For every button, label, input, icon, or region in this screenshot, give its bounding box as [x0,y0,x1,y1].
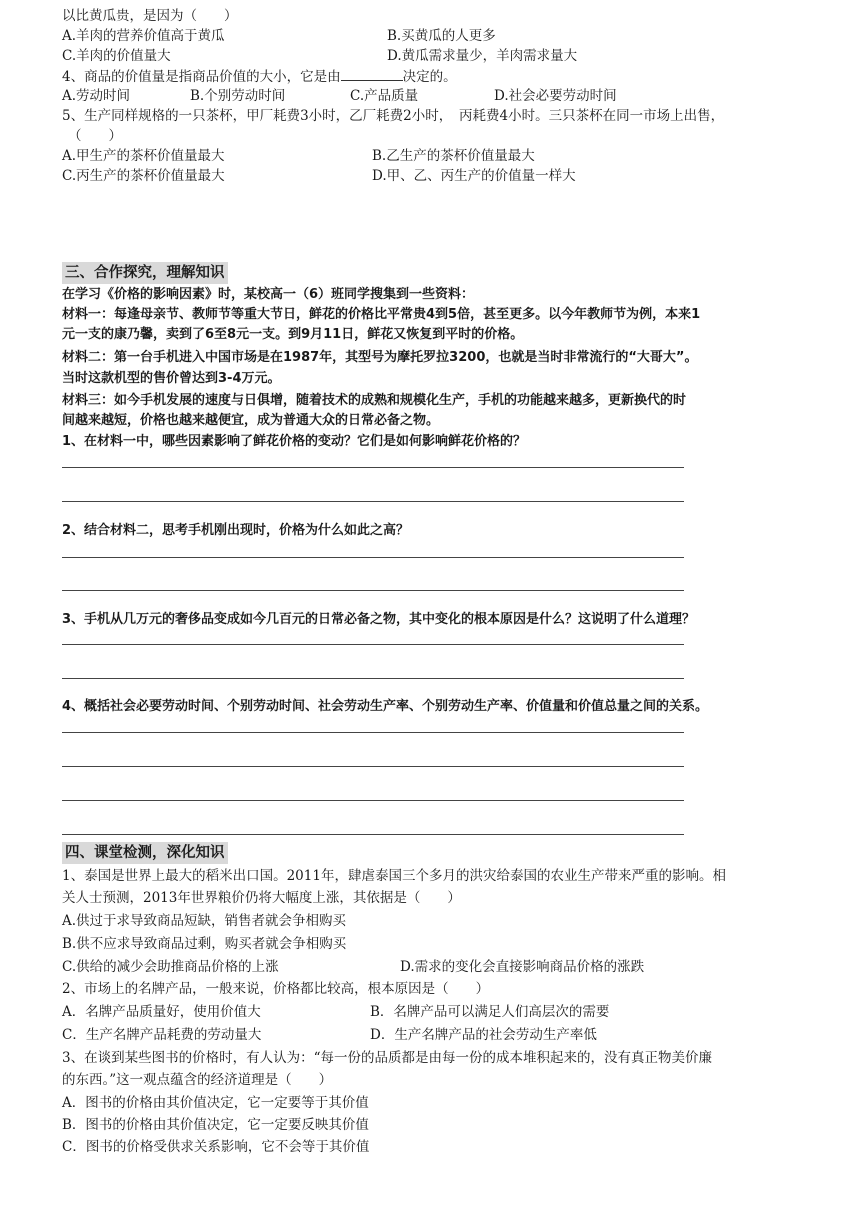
material2-line2: 当时这款机型的售价曾达到3-4万元。 [62,371,281,386]
q4-option-d: D.社会必要劳动时间 [494,88,617,104]
answer-line[interactable] [62,766,684,767]
test-q3-option-c: C．图书的价格受供求关系影响，它不会等于其价值 [62,1139,370,1155]
answer-line[interactable] [62,678,684,679]
q5-option-c: C.丙生产的茶杯价值量最大 [62,168,225,184]
test-q2-option-d: D．生产名牌产品的社会劳动生产率低 [370,1027,597,1043]
q4-stem [62,66,457,87]
test-q2-option-b: B．名牌产品可以满足人们高层次的需要 [370,1004,610,1020]
test-q3-option-a: A．图书的价格由其价值决定，它一定要等于其价值 [62,1095,369,1111]
q4-fill-blank [341,66,403,81]
q5-stem: 5、生产同样规格的一只茶杯，甲厂耗费3小时，乙厂耗费2小时， 丙耗费4小时。三只茶杯在同一市场上出售， [62,108,725,124]
test-q2-option-a: A．名牌产品质量好，使用价值大 [62,1004,261,1020]
answer-line[interactable] [62,644,684,645]
test-q2-option-c: C．生产名牌产品耗费的劳动量大 [62,1027,262,1043]
test-q3-line2: 的东西。”这一观点蕴含的经济道理是（ ） [62,1072,333,1088]
test-q1-line1: 1、泰国是世界上最大的稻米出口国。2011年，肆虐泰国三个多月的洪灾给泰国的农业生产带来严重的影响。相 [62,868,726,884]
section3-intro: 在学习《价格的影响因素》时，某校高一（6）班同学搜集到一些资料： [62,287,475,302]
answer-line[interactable] [62,501,684,502]
q5-option-d: D.甲、乙、丙生产的价值量一样大 [372,168,576,184]
test-q3-line1: 3、在谈到某些图书的价格时，有人认为：“每一份的品质都是由每一份的成本堆积起来的，没有真正物美价廉 [62,1050,712,1066]
test-q1-option-d: D.需求的变化会直接影响商品价格的涨跌 [400,959,645,975]
section4-heading: 四、课堂检测，深化知识 [62,842,228,864]
test-q1-option-b: B.供不应求导致商品过剩，购买者就会争相购买 [62,936,347,952]
answer-line[interactable] [62,834,684,835]
material1-line1: 材料一：每逢母亲节、教师节等重大节日，鲜花的价格比平常贵4到5倍，甚至更多。以今年教师节为例，本来1 [62,307,701,322]
q3-option-d: D.黄瓜需求量少，羊肉需求量大 [387,48,578,64]
answer-line[interactable] [62,557,684,558]
test-q3-option-b: B．图书的价格由其价值决定，它一定要反映其价值 [62,1117,369,1133]
answer-line[interactable] [62,800,684,801]
q3-option-c: C.羊肉的价值量大 [62,48,171,64]
q4-option-a: A.劳动时间 [62,88,131,104]
explore-question-2: 2、结合材料二，思考手机刚出现时，价格为什么如此之高？ [62,523,410,538]
q3-continuation: 以比黄瓜贵，是因为（ ） [62,8,238,24]
q3-option-b: B.买黄瓜的人更多 [387,28,496,44]
q5-option-b: B.乙生产的茶杯价值量最大 [372,148,535,164]
answer-line[interactable] [62,467,684,468]
q3-option-a: A.羊肉的营养价值高于黄瓜 [62,28,225,44]
explore-question-3: 3、手机从几万元的奢侈品变成如今几百元的日常必备之物，其中变化的根本原因是什么？这说明了什么道理？ [62,612,696,627]
section3-heading: 三、合作探究，理解知识 [62,262,228,284]
test-q1-option-c: C.供给的减少会助推商品价格的上涨 [62,959,279,975]
answer-line[interactable] [62,590,684,591]
q4-option-b: B.个别劳动时间 [190,88,286,104]
test-q1-option-a: A.供过于求导致商品短缺，销售者就会争相购买 [62,913,347,929]
q4-stem-post: 决定的。 [402,69,457,85]
q5-option-a: A.甲生产的茶杯价值量最大 [62,148,225,164]
q4-option-c: C.产品质量 [350,88,419,104]
test-q1-line2: 关人士预测，2013年世界粮价仍将大幅度上涨，其依据是（ ） [62,890,461,906]
explore-question-4: 4、概括社会必要劳动时间、个别劳动时间、社会劳动生产率、个别劳动生产率、价值量和价值总量之间的关系。 [62,699,709,714]
test-q2-stem: 2、市场上的名牌产品，一般来说，价格都比较高，根本原因是（ ） [62,981,490,997]
material2-line1: 材料二：第一台手机进入中国市场是在1987年，其型号为摩托罗拉3200，也就是当时非常流行的“大哥大”。 [62,350,698,365]
answer-line[interactable] [62,732,684,733]
q4-stem-pre: 4、商品的价值量是指商品价值的大小，它是由 [62,69,341,85]
material1-line2: 元一支的康乃馨，卖到了6至8元一支。到9月11日，鲜花又恢复到平时的价格。 [62,327,524,342]
material3-line1: 材料三：如今手机发展的速度与日俱增，随着技术的成熟和规模化生产，手机的功能越来越多，更新换代的时 [62,393,687,408]
q5-paren: （ ） [68,128,122,144]
explore-question-1: 1、在材料一中，哪些因素影响了鲜花价格的变动？它们是如何影响鲜花价格的？ [62,434,527,449]
material3-line2: 间越来越短，价格也越来越便宜，成为普通大众的日常必备之物。 [62,413,440,428]
